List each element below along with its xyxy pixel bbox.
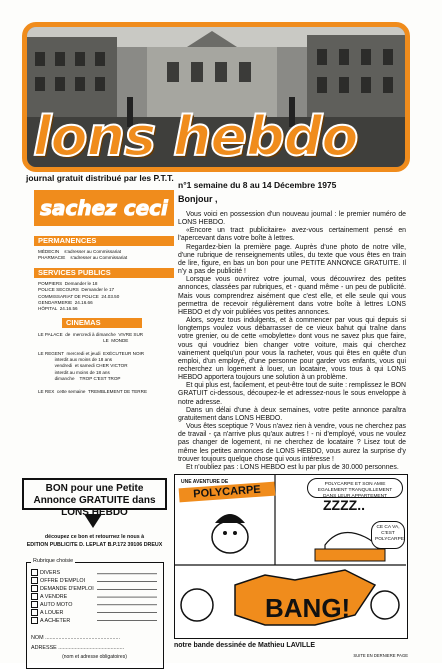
article-paragraph: «Encore un tract publicitaire» avez-vous certainement pensé en l'apercevant dans votre boîte à lettres. xyxy=(178,227,406,243)
checkbox-icon xyxy=(31,585,38,592)
services-publics-heading: SERVICES PUBLICS xyxy=(34,268,174,278)
checkbox-offre-emploi[interactable]: OFFRE D'EMPLOI xyxy=(31,577,85,584)
checkbox-a-louer[interactable]: A LOUER xyxy=(31,609,63,616)
permanences-heading: PERMANENCES xyxy=(34,236,174,246)
checkbox-a-acheter[interactable]: A ACHETER xyxy=(31,617,70,624)
checkbox-auto-moto[interactable]: AUTO MOTO xyxy=(31,601,72,608)
masthead xyxy=(22,22,410,172)
coupon-form xyxy=(26,558,164,669)
article-paragraph: Et qui plus est, facilement, et peut-être tout de suite : remplissez le BON GRATUIT ci-dessous, découpez-le et adressez-nous le sous enveloppe à notre adresse. xyxy=(178,382,406,406)
tagline: journal gratuit distribué par les P.T.T. xyxy=(26,173,174,183)
comic-series: UNE AVENTURE DE xyxy=(181,479,229,485)
checkbox-demande-emploi[interactable]: DEMANDE D'EMPLOI xyxy=(31,585,94,592)
editorial-article xyxy=(178,190,406,472)
sachez-ceci-banner: sachez ceci xyxy=(34,190,174,226)
article-paragraph: Vous êtes sceptique ? Vous n'avez rien à vendre, vous ne cherchez pas de travail - ça n'arrive plus qu'aux autres ! - ni d'employé, vous ne voulez pas changer de logement, ni ne cherchez de locataire ? Lisez tout de même les petites annonces de LONS HEBDO, vous aurez la surprise d'y trouver toujours quelque chose qui vous intéresse ! xyxy=(178,423,406,463)
down-arrow-icon xyxy=(84,514,102,528)
checkbox-icon xyxy=(31,577,38,584)
rubrique-label: Rubrique choisie xyxy=(33,558,74,564)
checkbox-icon xyxy=(31,569,38,576)
info-sidebar xyxy=(34,190,174,472)
bang-text: BANG! xyxy=(265,593,351,623)
article-paragraph: Regardez-bien la première page. Auprès d'une photo de notre ville, d'une rubrique de renseignements utiles, du texte que vous êtes en train de lire, figure, en bas un bon pour une PETITE ANNONCE GRATUITE. Il n'y a pas de publicité ! xyxy=(178,243,406,276)
article-paragraph: Alors, soyez tous indulgents, et à commencer par vous qui depuis si longtemps voulez vous débarrasser de ce vieux bahut qui traîne dans votre grenier, ou de cette «mobylette» dont vous ne savez plus que faire, vous qui voudriez bien changer votre voiture, mais qui cherchez vainement quelqu'un pour vous la racheter, vous qui êtes en quête d'un emploi, d'un employé, d'une personne pour garder vos enfants, vous qui recherchez un logement à louer, un locataire, vous tous à qui LONS HEBDO apportera toujours une solution à un problème. xyxy=(178,317,406,382)
comic-hero-title: POLYCARPE xyxy=(179,482,276,503)
adresse-field[interactable]: ADRESSE ............................................ xyxy=(31,645,125,651)
comic-strip xyxy=(174,474,408,659)
issue-line: n°1 semaine du 8 au 14 Décembre 1975 xyxy=(178,180,337,190)
article-paragraph: Et n'oubliez pas : LONS HEBDO est lu par plus de 30.000 personnes. xyxy=(186,463,399,471)
free-ad-coupon xyxy=(22,478,167,663)
cinemas-heading: CINEMAS xyxy=(62,318,142,328)
masthead-logo: lons hebdo xyxy=(33,105,358,168)
checkbox-a-vendre[interactable]: A VENDRE xyxy=(31,593,67,600)
checkbox-icon xyxy=(31,609,38,616)
coupon-address: EDITION PUBLICITE D. LEPLAT B.P.172 39106 DREUX xyxy=(26,542,163,548)
coupon-instruction: découpez ce bon et retournez le nous à xyxy=(44,534,145,540)
greeting: Bonjour , xyxy=(178,194,218,204)
checkbox-icon xyxy=(31,601,38,608)
nom-field[interactable]: NOM .................................................. xyxy=(31,635,120,641)
permanences-text: MÉDECIN s'adresser au Commissariat PHARMACIE s'adresser au Commissariat xyxy=(38,249,128,261)
speech-bubble: CE CA VA, C'EST POLYCARPE! xyxy=(371,521,405,549)
article-paragraph: Lorsque vous ouvrirez votre journal, vous découvrirez des petites annonces, classées par rubriques, et - quand même - un peu de publicité. Mais vous comprendrez aisément que c'est elle, et elle seule qui vous permettra de recevoir régulièrement dans votre boîte à lettres LONS HEBDO et d'y voir publiées vos petites annonces. xyxy=(178,276,406,316)
coupon-title: BON pour une Petite Annonce GRATUITE dans LONS HEBDO xyxy=(22,478,167,510)
snore-text: ZZZZ.. xyxy=(323,497,365,513)
continued-note: SUITE EN DERNIERE PAGE xyxy=(353,653,408,658)
checkbox-divers[interactable]: DIVERS xyxy=(31,569,60,576)
ad-text-lines[interactable] xyxy=(97,569,157,629)
comic-panels xyxy=(174,474,408,639)
checkbox-icon xyxy=(31,617,38,624)
article-paragraph: Dans un délai d'une à deux semaines, votre petite annonce paraîtra gratuitement dans LONS HEBDO. xyxy=(178,406,406,422)
article-paragraph: Vous voici en possession d'un nouveau journal : le premier numéro de LONS HEBDO. xyxy=(178,211,406,227)
coupon-footer: (nom et adresse obligatoires) xyxy=(62,654,127,660)
narration-box: POLYCARPE ET SON AMIE EGALEMENT TRANQUILLEMENT DANS LEUR APPARTEMENT xyxy=(307,478,403,498)
cinemas-text: LE PALACE de mercredi à dimanche VIVRE SUR LE MONDE LE REGENT mercredi et jeudi EXÉCUTEUR NOIR interdit aux moins de 18 ans vendredi et samedi CHER VICTOR interdit au moins de 18 ans dimanche TROP C'EST TROP LE REX cette semaine TREMBLEMENT DE TERRE xyxy=(38,332,148,394)
comic-caption: notre bande dessinée de Mathieu LAVILLE xyxy=(174,642,316,649)
checkbox-icon xyxy=(31,593,38,600)
services-publics-text: POMPIERS Demander le 18 POLICE SECOURS Demander le 17 COMMISSARIAT DE POLICE 24.03.50 GENDARMERIE 24.16.66 HÔPITAL 24.16.56 xyxy=(38,281,120,312)
